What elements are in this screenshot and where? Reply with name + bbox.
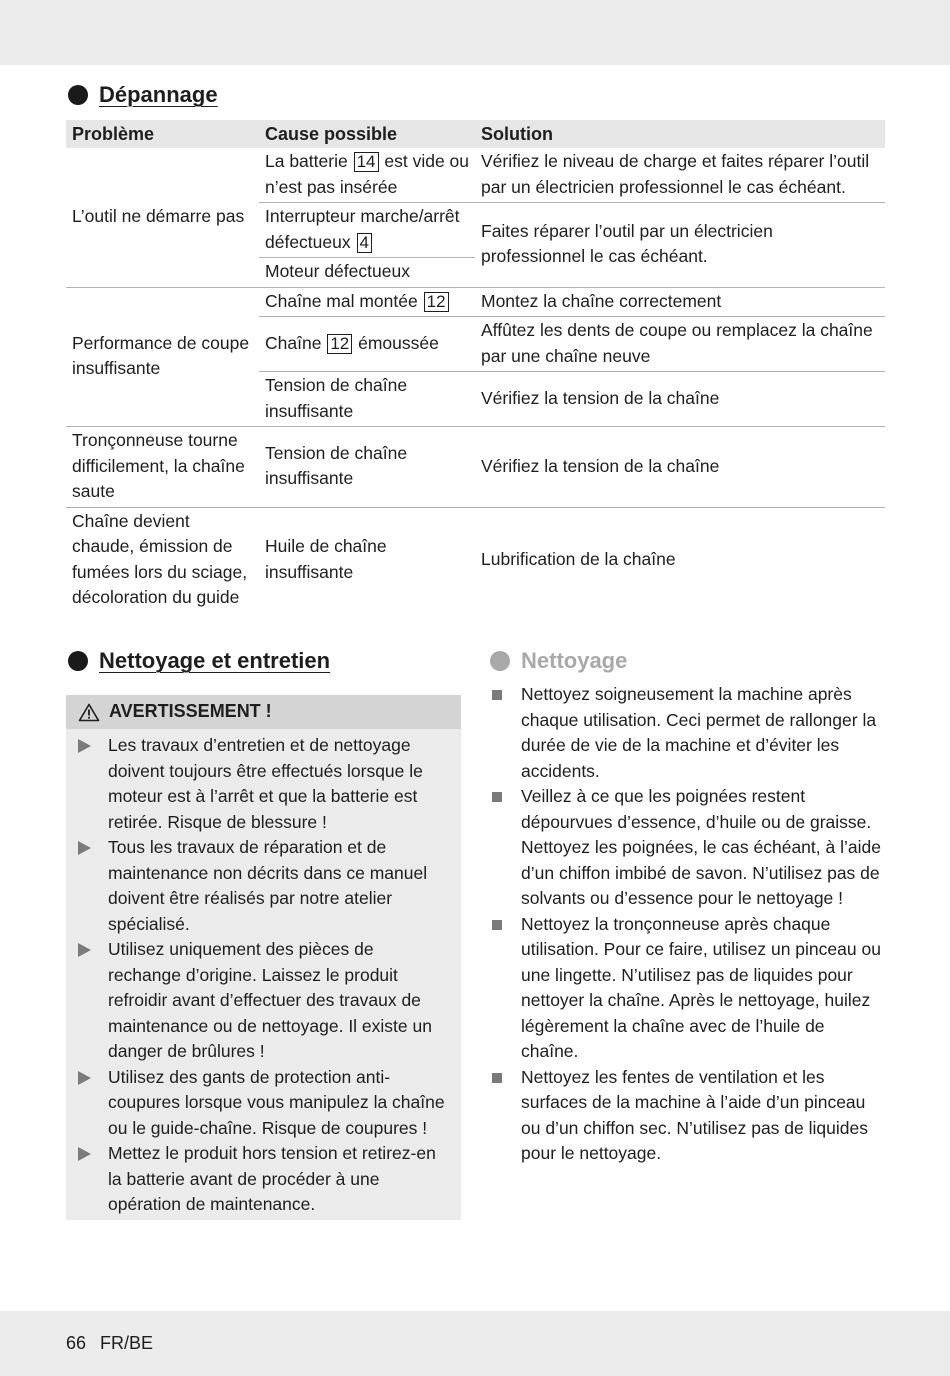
square-bullet-icon — [492, 792, 502, 802]
locale-label: FR/BE — [100, 1333, 154, 1353]
list-item: Mettez le produit hors tension et retirez-en la batterie avant de procéder à une opération de maintenance. — [76, 1141, 451, 1218]
list-item: Veillez à ce que les poignées restent dépourvues d’essence, d’huile ou de graisse. Nettoyez les poignées, le cas échéant, à l’aide d’un chiffon imbibé de savon. N’utilisez pas de solvants ou d’essence pour le nettoyage ! — [490, 784, 885, 912]
table-row — [66, 427, 885, 508]
part-ref: 12 — [424, 292, 449, 312]
cause-cell: La batterie 14 est vide ou n’est pas insérée — [265, 151, 470, 197]
cause-cell: Moteur défectueux — [259, 258, 475, 288]
maintenance-title: Nettoyage et entretien — [99, 648, 331, 673]
table-row — [66, 287, 885, 317]
warning-triangle-icon — [78, 703, 100, 722]
list-item: Nettoyez soigneusement la machine après chaque utilisation. Ceci permet de rallonger la durée de vie de la machine et d’éviter les accidents. — [490, 682, 885, 784]
cleaning-list — [490, 682, 885, 1167]
solution-cell: Affûtez les dents de coupe ou remplacez la chaîne par une chaîne neuve — [475, 317, 885, 372]
list-item: Nettoyez la tronçonneuse après chaque utilisation. Pour ce faire, utilisez un pinceau ou une lingette. N’utilisez pas de liquides pour nettoyer la chaîne. Après le nettoyage, huilez légèrement la chaîne avec de l’huile de chaîne. — [490, 912, 885, 1065]
top-band — [0, 0, 950, 65]
square-bullet-icon — [492, 920, 502, 930]
cleaning-heading — [490, 648, 627, 674]
cause-cell: Tension de chaîne insuffisante — [259, 427, 475, 508]
problem-cell: Performance de coupe insuffisante — [66, 287, 259, 427]
cause-cell: Interrupteur marche/arrêt défectueux 4 — [259, 203, 475, 258]
solution-cell: Vérifiez la tension de la chaîne — [475, 427, 885, 508]
troubleshooting-title: Dépannage — [99, 82, 218, 107]
arrow-right-icon — [78, 943, 91, 957]
header-cause: Cause possible — [259, 120, 475, 148]
page-number: 66 — [66, 1333, 87, 1353]
table-row — [66, 507, 885, 613]
solution-cell: Montez la chaîne correctement — [475, 287, 885, 317]
cause-cell: Chaîne 12 émoussée — [259, 317, 475, 372]
warning-list — [66, 729, 461, 1218]
square-bullet-icon — [492, 1073, 502, 1083]
list-item: Les travaux d’entretien et de nettoyage doivent toujours être effectués lorsque le moteur est à l’arrêt et que la batterie est retirée. Risque de blessure ! — [76, 733, 451, 835]
arrow-right-icon — [78, 841, 91, 855]
bullet-dot-icon — [68, 651, 88, 671]
arrow-right-icon — [78, 1147, 91, 1161]
problem-cell: Tronçonneuse tourne difficilement, la chaîne saute — [66, 427, 259, 508]
troubleshooting-heading — [68, 82, 218, 108]
cleaning-title: Nettoyage — [521, 648, 628, 673]
table-header-row — [66, 120, 885, 148]
cause-cell: Chaîne mal montée 12 — [259, 287, 475, 317]
part-ref: 12 — [327, 334, 352, 354]
maintenance-heading — [68, 648, 330, 674]
list-item: Utilisez des gants de protection anti-coupures lorsque vous manipulez la chaîne ou le guide-chaîne. Risque de coupures ! — [76, 1065, 451, 1142]
bullet-dot-icon — [68, 85, 88, 105]
solution-cell: Vérifiez le niveau de charge et faites réparer l’outil par un électricien professionnel le cas échéant. — [481, 151, 870, 197]
table-row — [66, 148, 885, 203]
list-item: Tous les travaux de réparation et de maintenance non décrits dans ce manuel doivent être réalisés par notre atelier spécialisé. — [76, 835, 451, 937]
list-item: Utilisez uniquement des pièces de rechange d’origine. Laissez le produit refroidir avant d’effectuer des travaux de maintenance ou de nettoyage. Il existe un danger de brûlures ! — [76, 937, 451, 1065]
warning-label: AVERTISSEMENT ! — [109, 701, 272, 722]
square-bullet-icon — [492, 690, 502, 700]
problem-cell: Chaîne devient chaude, émission de fumées lors du sciage, décoloration du guide — [66, 507, 259, 613]
solution-cell: Faites réparer l’outil par un électricien professionnel le cas échéant. — [475, 203, 885, 288]
problem-cell: L’outil ne démarre pas — [72, 206, 245, 226]
solution-cell: Lubrification de la chaîne — [475, 507, 885, 613]
warning-header — [66, 695, 461, 729]
header-problem: Problème — [66, 120, 259, 148]
bullet-dot-icon — [490, 651, 510, 671]
solution-cell: Vérifiez la tension de la chaîne — [475, 372, 885, 427]
troubleshooting-table — [66, 120, 885, 613]
page-footer — [66, 1331, 167, 1357]
cause-cell: Tension de chaîne insuffisante — [259, 372, 475, 427]
arrow-right-icon — [78, 1071, 91, 1085]
warning-box — [66, 695, 461, 1220]
part-ref: 14 — [354, 152, 379, 172]
header-solution: Solution — [475, 120, 885, 148]
arrow-right-icon — [78, 739, 91, 753]
part-ref: 4 — [357, 233, 372, 253]
list-item: Nettoyez les fentes de ventilation et les surfaces de la machine à l’aide d’un pinceau ou d’un chiffon sec. N’utilisez pas de liquides pour le nettoyage. — [490, 1065, 885, 1167]
cause-cell: Huile de chaîne insuffisante — [259, 507, 475, 613]
